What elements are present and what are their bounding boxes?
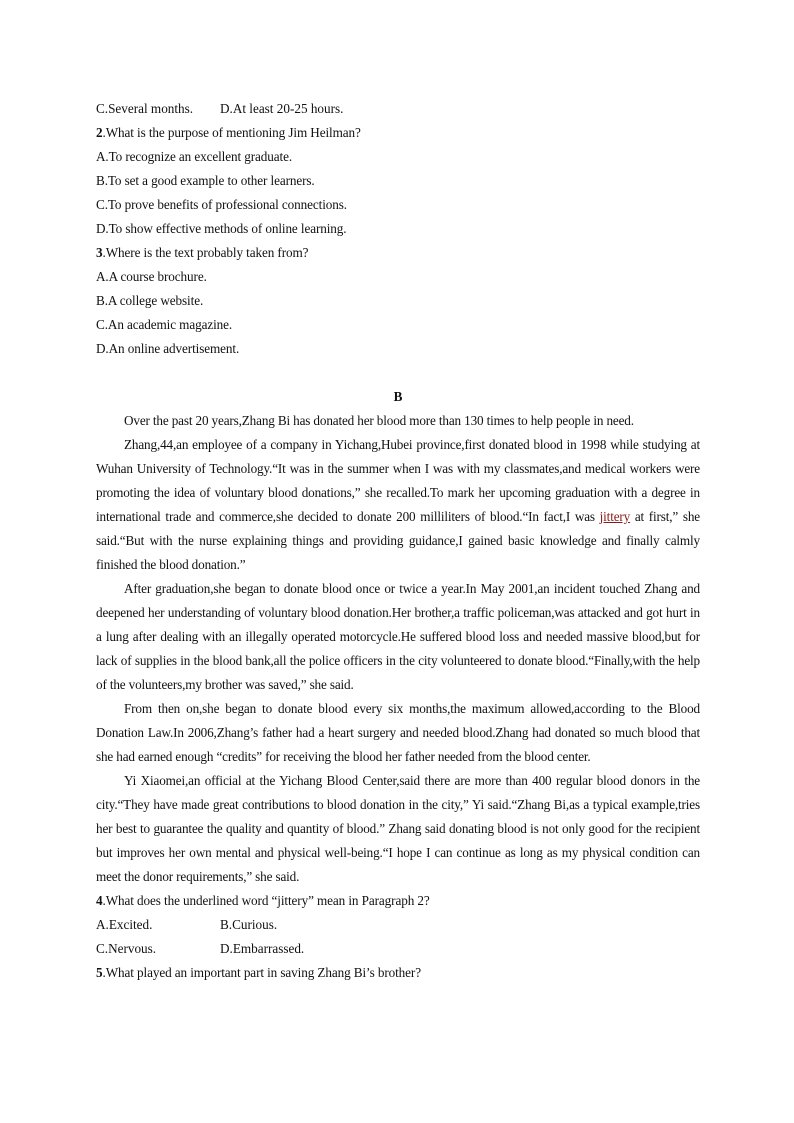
q3-text: .Where is the text probably taken from? [102, 245, 309, 260]
paragraph-5: Yi Xiaomei,an official at the Yichang Blood Center,said there are more than 400 regular blood donors in the city.“They have made great contributions to blood donation in the city,” Yi said.“Zhang Bi,as a typical example,tries her best to guarantee the quality and quantity of blood.” Zhang said donating blood is not only good for the recipient but improves her own mental and physical well-being.“I hope I can continue as long as my physical condition can meet the donor requirements,” she said. [96, 773, 700, 884]
q2-text: .What is the purpose of mentioning Jim Heilman? [102, 125, 361, 140]
q2-option-a: A.To recognize an excellent graduate. [96, 149, 293, 164]
q4-text: .What does the underlined word “jittery” mean in Paragraph 2? [102, 893, 430, 908]
q2-option-d: D.To show effective methods of online learning. [96, 221, 347, 236]
paragraph-1: Over the past 20 years,Zhang Bi has donated her blood more than 130 times to help people in need. [124, 413, 634, 428]
paragraph-2-start: Zhang,44,an employee of a company in Yichang,Hubei province,first donated blood in 1998 while studying at Wuhan University of Technology.“It was in the summer when I was with my classmates,and medical workers were promoting the idea of voluntary blood donations,” she recalled.To mark her upcoming graduation with a degree in international trade and commerce,she decided to donate 200 milliliters of blood.“In fact,I was [96, 437, 700, 524]
q5-stem [96, 961, 700, 985]
q4-option-d: D.Embarrassed. [220, 941, 305, 956]
q2-stem [96, 121, 700, 145]
section-heading: B [393, 389, 403, 404]
q4-option-a: A.Excited. [96, 917, 153, 932]
q3-option-d: D.An online advertisement. [96, 341, 240, 356]
q1-options-cd [96, 97, 700, 121]
q3-option-c: C.An academic magazine. [96, 317, 233, 332]
q4-options-ab [96, 913, 700, 937]
paragraph-2-end: at first,” she said.“But with the nurse explaining things and providing guidance,I gained basic knowledge and finally calmly finished the blood donation.” [96, 509, 700, 572]
q5-number: 5 [96, 965, 103, 980]
q4-option-c: C.Nervous. [96, 941, 157, 956]
q3-option-a: A.A course brochure. [96, 269, 207, 284]
paragraph-3: After graduation,she began to donate blood once or twice a year.In May 2001,an incident touched Zhang and deepened her understanding of voluntary blood donation.Her brother,a traffic policeman,was attacked and got hurt in a lung after dealing with an illegally operated motorcycle.He suffered blood loss and needed massive blood,but for lack of supplies in the blood bank,all the police officers in the city volunteered to donate blood.“Finally,with the help of the volunteers,my brother was saved,” she said. [96, 581, 700, 692]
q1-option-c: C.Several months. [96, 101, 194, 116]
underlined-word: jittery [599, 509, 631, 524]
q2-option-b: B.To set a good example to other learners. [96, 173, 315, 188]
q3-option-b: B.A college website. [96, 293, 204, 308]
q3-stem [96, 241, 700, 265]
q4-number: 4 [96, 893, 103, 908]
q4-stem [96, 889, 700, 913]
q5-text: .What played an important part in saving Zhang Bi’s brother? [102, 965, 421, 980]
paragraph-4: From then on,she began to donate blood every six months,the maximum allowed,according to the Blood Donation Law.In 2006,Zhang’s father had a heart surgery and needed blood.Zhang had donated so much blood that she had earned enough “credits” for receiving the blood her father needed from the blood center. [96, 701, 700, 764]
paragraph-2 [96, 433, 700, 577]
q2-option-c: C.To prove benefits of professional connections. [96, 197, 348, 212]
q4-option-b: B.Curious. [220, 917, 278, 932]
q4-options-cd [96, 937, 700, 961]
q3-number: 3 [96, 245, 103, 260]
q1-option-d: D.At least 20-25 hours. [220, 101, 344, 116]
document-page [96, 97, 700, 985]
q2-number: 2 [96, 125, 103, 140]
